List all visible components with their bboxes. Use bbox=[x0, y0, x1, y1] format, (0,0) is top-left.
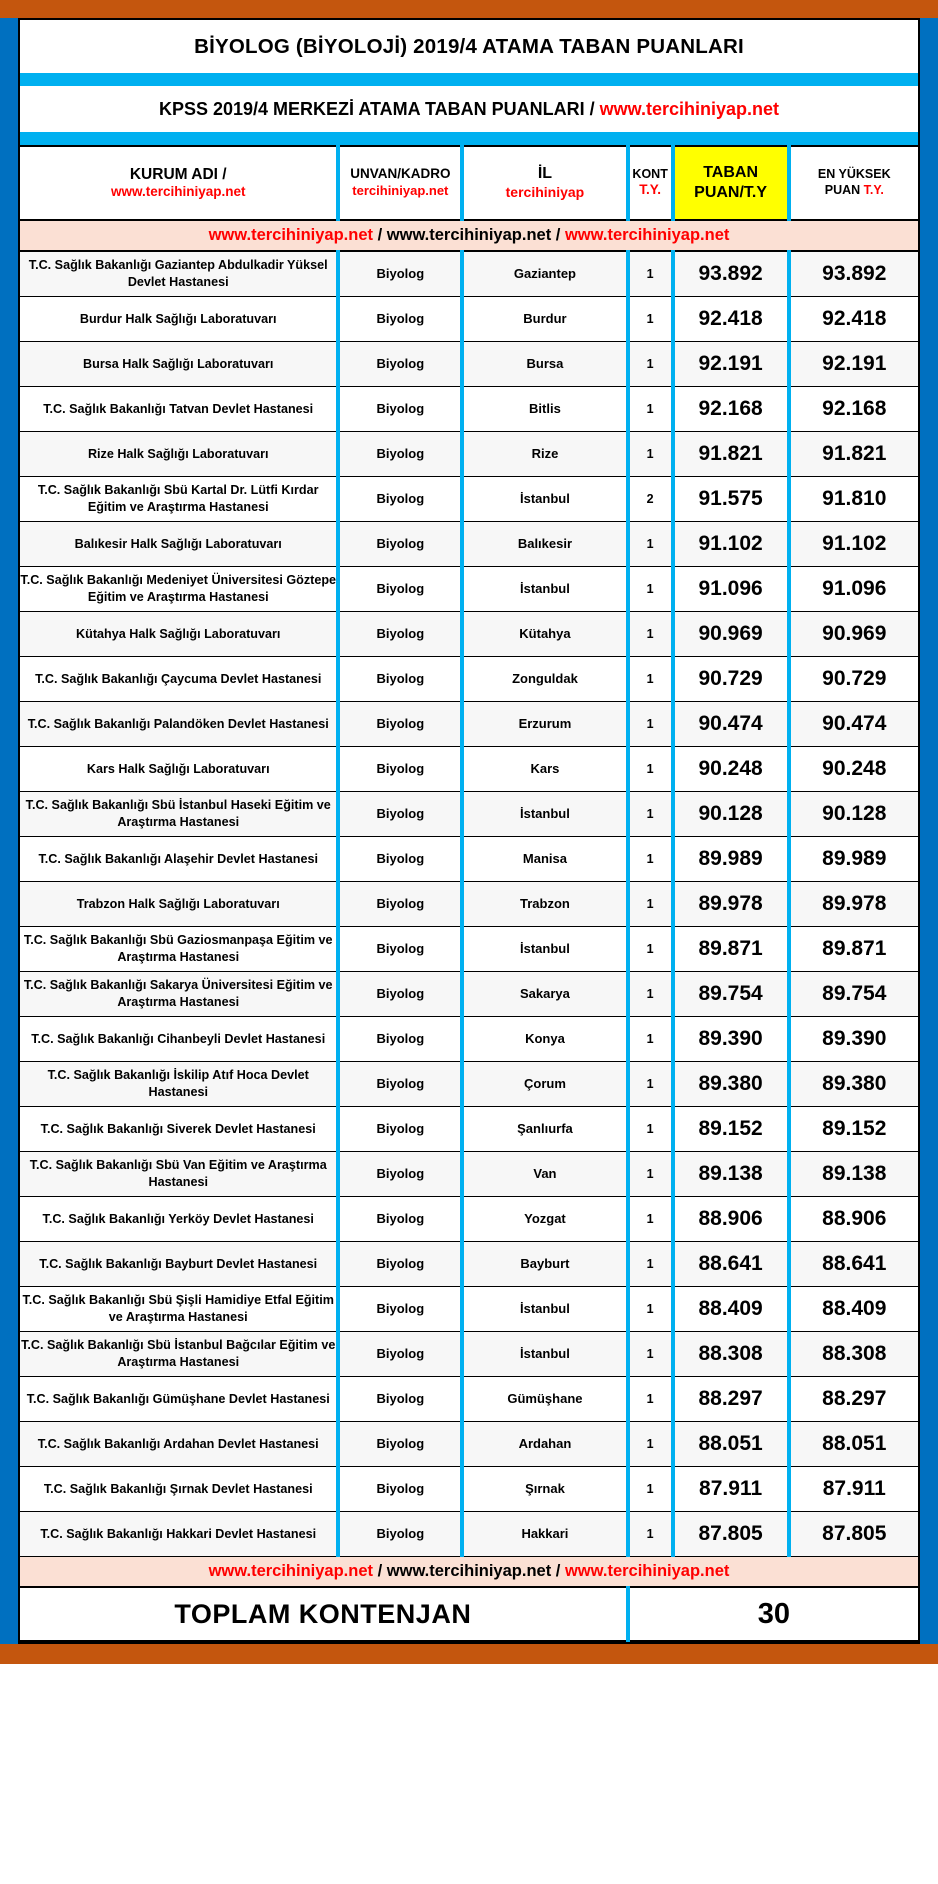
cell-taban-puan: 88.641 bbox=[673, 1242, 789, 1287]
cell-il: Van bbox=[462, 1152, 627, 1197]
cell-en-yuksek-puan: 89.390 bbox=[789, 1017, 918, 1062]
column-header-unvan bbox=[338, 146, 462, 220]
watermark-bottom-part2: www.tercihiniyap.net bbox=[386, 1562, 552, 1580]
content-card bbox=[18, 18, 920, 1644]
cell-kontenjan: 1 bbox=[628, 522, 673, 567]
table-row bbox=[20, 387, 918, 432]
cell-kontenjan: 1 bbox=[628, 1512, 673, 1557]
cell-unvan-kadro: Biyolog bbox=[338, 972, 462, 1017]
column-header-taban-puan bbox=[673, 146, 789, 220]
cell-il: Bayburt bbox=[462, 1242, 627, 1287]
taban-header-line1: TABAN bbox=[703, 164, 758, 181]
cell-en-yuksek-puan: 89.754 bbox=[789, 972, 918, 1017]
cell-kontenjan: 1 bbox=[628, 612, 673, 657]
table-row bbox=[20, 1332, 918, 1377]
cell-kontenjan: 1 bbox=[628, 1287, 673, 1332]
table-row bbox=[20, 972, 918, 1017]
cell-en-yuksek-puan: 90.128 bbox=[789, 792, 918, 837]
cell-kontenjan: 1 bbox=[628, 1332, 673, 1377]
cell-unvan-kadro: Biyolog bbox=[338, 1332, 462, 1377]
cell-en-yuksek-puan: 87.805 bbox=[789, 1512, 918, 1557]
cell-kontenjan: 1 bbox=[628, 432, 673, 477]
cell-kontenjan: 1 bbox=[628, 927, 673, 972]
cell-unvan-kadro: Biyolog bbox=[338, 342, 462, 387]
cell-taban-puan: 87.805 bbox=[673, 1512, 789, 1557]
total-row bbox=[20, 1587, 918, 1641]
cell-en-yuksek-puan: 88.409 bbox=[789, 1287, 918, 1332]
cell-il: Bursa bbox=[462, 342, 627, 387]
cell-en-yuksek-puan: 88.051 bbox=[789, 1422, 918, 1467]
cell-kurum-adi: T.C. Sağlık Bakanlığı Gümüşhane Devlet Hastanesi bbox=[20, 1377, 338, 1422]
table-row bbox=[20, 1422, 918, 1467]
cell-en-yuksek-puan: 89.978 bbox=[789, 882, 918, 927]
cell-kurum-adi: T.C. Sağlık Bakanlığı Hakkari Devlet Hastanesi bbox=[20, 1512, 338, 1557]
cell-unvan-kadro: Biyolog bbox=[338, 1197, 462, 1242]
cell-kontenjan: 1 bbox=[628, 1422, 673, 1467]
cell-en-yuksek-puan: 93.892 bbox=[789, 251, 918, 297]
table-row bbox=[20, 612, 918, 657]
watermark-bottom-part1: www.tercihiniyap.net bbox=[208, 1562, 374, 1580]
cell-en-yuksek-puan: 88.308 bbox=[789, 1332, 918, 1377]
cell-kurum-adi: T.C. Sağlık Bakanlığı Yerköy Devlet Hastanesi bbox=[20, 1197, 338, 1242]
cell-kurum-adi: Trabzon Halk Sağlığı Laboratuvarı bbox=[20, 882, 338, 927]
cell-il: Kütahya bbox=[462, 612, 627, 657]
cell-unvan-kadro: Biyolog bbox=[338, 251, 462, 297]
watermark-top-part2: www.tercihiniyap.net bbox=[386, 226, 552, 244]
cell-kurum-adi: Balıkesir Halk Sağlığı Laboratuvarı bbox=[20, 522, 338, 567]
cell-il: Erzurum bbox=[462, 702, 627, 747]
cell-taban-puan: 91.575 bbox=[673, 477, 789, 522]
cell-il: Trabzon bbox=[462, 882, 627, 927]
enyuksek-header-line2-red: T.Y. bbox=[863, 183, 884, 197]
cell-kurum-adi: T.C. Sağlık Bakanlığı Sbü İstanbul Haseki Eğitim ve Araştırma Hastanesi bbox=[20, 792, 338, 837]
cell-unvan-kadro: Biyolog bbox=[338, 387, 462, 432]
table-row bbox=[20, 1377, 918, 1422]
table-row bbox=[20, 1242, 918, 1287]
table-row bbox=[20, 882, 918, 927]
table-row bbox=[20, 477, 918, 522]
cell-kontenjan: 1 bbox=[628, 702, 673, 747]
cell-kurum-adi: T.C. Sağlık Bakanlığı Sbü İstanbul Bağcılar Eğitim ve Araştırma Hastanesi bbox=[20, 1332, 338, 1377]
cell-il: Balıkesir bbox=[462, 522, 627, 567]
cell-unvan-kadro: Biyolog bbox=[338, 927, 462, 972]
cell-taban-puan: 89.380 bbox=[673, 1062, 789, 1107]
watermark-top-part3: www.tercihiniyap.net bbox=[564, 226, 730, 244]
cell-en-yuksek-puan: 89.152 bbox=[789, 1107, 918, 1152]
cell-unvan-kadro: Biyolog bbox=[338, 792, 462, 837]
cell-kontenjan: 1 bbox=[628, 747, 673, 792]
cell-kontenjan: 1 bbox=[628, 387, 673, 432]
cell-kontenjan: 1 bbox=[628, 657, 673, 702]
cell-unvan-kadro: Biyolog bbox=[338, 657, 462, 702]
cell-unvan-kadro: Biyolog bbox=[338, 567, 462, 612]
kont-header-line2: T.Y. bbox=[639, 182, 662, 198]
cell-unvan-kadro: Biyolog bbox=[338, 432, 462, 477]
table-row bbox=[20, 1197, 918, 1242]
table-row bbox=[20, 927, 918, 972]
kont-header-line1: KONT bbox=[632, 166, 668, 181]
subtitle-link: www.tercihiniyap.net bbox=[599, 99, 780, 119]
cell-kurum-adi: T.C. Sağlık Bakanlığı Sbü Van Eğitim ve Araştırma Hastanesi bbox=[20, 1152, 338, 1197]
cell-kontenjan: 1 bbox=[628, 1197, 673, 1242]
cell-il: Bitlis bbox=[462, 387, 627, 432]
watermark-banner-top bbox=[20, 220, 918, 251]
cell-il: Yozgat bbox=[462, 1197, 627, 1242]
cell-en-yuksek-puan: 88.297 bbox=[789, 1377, 918, 1422]
cell-taban-puan: 89.138 bbox=[673, 1152, 789, 1197]
cell-kurum-adi: T.C. Sağlık Bakanlığı Cihanbeyli Devlet Hastanesi bbox=[20, 1017, 338, 1062]
table-row bbox=[20, 522, 918, 567]
cell-kurum-adi: T.C. Sağlık Bakanlığı Bayburt Devlet Hastanesi bbox=[20, 1242, 338, 1287]
cell-kurum-adi: Kars Halk Sağlığı Laboratuvarı bbox=[20, 747, 338, 792]
cell-taban-puan: 88.297 bbox=[673, 1377, 789, 1422]
cell-taban-puan: 91.102 bbox=[673, 522, 789, 567]
cell-unvan-kadro: Biyolog bbox=[338, 297, 462, 342]
table-row bbox=[20, 1287, 918, 1332]
column-header-kontenjan bbox=[628, 146, 673, 220]
cell-kurum-adi: T.C. Sağlık Bakanlığı Çaycuma Devlet Hastanesi bbox=[20, 657, 338, 702]
cell-il: İstanbul bbox=[462, 1332, 627, 1377]
cell-il: İstanbul bbox=[462, 792, 627, 837]
cell-taban-puan: 89.390 bbox=[673, 1017, 789, 1062]
table-row bbox=[20, 1152, 918, 1197]
cell-kontenjan: 1 bbox=[628, 792, 673, 837]
table-header-row bbox=[20, 146, 918, 220]
cell-taban-puan: 88.906 bbox=[673, 1197, 789, 1242]
cell-en-yuksek-puan: 90.969 bbox=[789, 612, 918, 657]
cell-kurum-adi: T.C. Sağlık Bakanlığı Tatvan Devlet Hastanesi bbox=[20, 387, 338, 432]
cell-kontenjan: 1 bbox=[628, 1242, 673, 1287]
table-row bbox=[20, 567, 918, 612]
cell-en-yuksek-puan: 91.810 bbox=[789, 477, 918, 522]
cell-unvan-kadro: Biyolog bbox=[338, 477, 462, 522]
cell-unvan-kadro: Biyolog bbox=[338, 882, 462, 927]
cell-il: İstanbul bbox=[462, 927, 627, 972]
cell-kurum-adi: T.C. Sağlık Bakanlığı Palandöken Devlet Hastanesi bbox=[20, 702, 338, 747]
cell-kurum-adi: Burdur Halk Sağlığı Laboratuvarı bbox=[20, 297, 338, 342]
cell-unvan-kadro: Biyolog bbox=[338, 747, 462, 792]
cell-unvan-kadro: Biyolog bbox=[338, 702, 462, 747]
cell-kontenjan: 1 bbox=[628, 567, 673, 612]
il-header-line2: tercihiniyap bbox=[505, 184, 585, 201]
cell-kontenjan: 1 bbox=[628, 837, 673, 882]
table-row bbox=[20, 297, 918, 342]
cell-il: Gümüşhane bbox=[462, 1377, 627, 1422]
cell-en-yuksek-puan: 92.191 bbox=[789, 342, 918, 387]
cell-taban-puan: 88.409 bbox=[673, 1287, 789, 1332]
cell-en-yuksek-puan: 92.168 bbox=[789, 387, 918, 432]
cell-kurum-adi: Bursa Halk Sağlığı Laboratuvarı bbox=[20, 342, 338, 387]
cell-kurum-adi: T.C. Sağlık Bakanlığı Şırnak Devlet Hastanesi bbox=[20, 1467, 338, 1512]
cell-en-yuksek-puan: 90.729 bbox=[789, 657, 918, 702]
cell-taban-puan: 92.168 bbox=[673, 387, 789, 432]
cell-kontenjan: 1 bbox=[628, 972, 673, 1017]
cell-kontenjan: 1 bbox=[628, 1377, 673, 1422]
cell-kontenjan: 1 bbox=[628, 1152, 673, 1197]
cell-en-yuksek-puan: 89.138 bbox=[789, 1152, 918, 1197]
cell-taban-puan: 92.191 bbox=[673, 342, 789, 387]
cell-taban-puan: 93.892 bbox=[673, 251, 789, 297]
enyuksek-header-line2 bbox=[791, 183, 918, 199]
cell-en-yuksek-puan: 91.096 bbox=[789, 567, 918, 612]
cell-en-yuksek-puan: 88.906 bbox=[789, 1197, 918, 1242]
cell-il: Sakarya bbox=[462, 972, 627, 1017]
cell-kurum-adi: Kütahya Halk Sağlığı Laboratuvarı bbox=[20, 612, 338, 657]
cell-kontenjan: 1 bbox=[628, 297, 673, 342]
cell-unvan-kadro: Biyolog bbox=[338, 1017, 462, 1062]
cell-kontenjan: 2 bbox=[628, 477, 673, 522]
cell-en-yuksek-puan: 90.248 bbox=[789, 747, 918, 792]
cell-taban-puan: 92.418 bbox=[673, 297, 789, 342]
cell-unvan-kadro: Biyolog bbox=[338, 837, 462, 882]
cell-taban-puan: 90.128 bbox=[673, 792, 789, 837]
cell-kurum-adi: T.C. Sağlık Bakanlığı Sbü Şişli Hamidiye Etfal Eğitim ve Araştırma Hastanesi bbox=[20, 1287, 338, 1332]
cell-unvan-kadro: Biyolog bbox=[338, 1512, 462, 1557]
cell-taban-puan: 91.096 bbox=[673, 567, 789, 612]
cell-taban-puan: 88.051 bbox=[673, 1422, 789, 1467]
cell-il: Rize bbox=[462, 432, 627, 477]
watermark-top-sep1: / bbox=[373, 226, 387, 244]
cell-il: Burdur bbox=[462, 297, 627, 342]
cell-kontenjan: 1 bbox=[628, 1017, 673, 1062]
enyuksek-header-line1: EN YÜKSEK bbox=[817, 167, 891, 182]
cell-il: Çorum bbox=[462, 1062, 627, 1107]
cyan-divider-bottom bbox=[20, 132, 918, 145]
blue-frame bbox=[0, 18, 938, 1644]
subtitle bbox=[20, 86, 918, 132]
enyuksek-header-line2-black: PUAN bbox=[824, 183, 861, 197]
watermark-bottom-sep1: / bbox=[373, 1562, 387, 1580]
bottom-orange-bar bbox=[0, 1644, 938, 1664]
cell-kurum-adi: T.C. Sağlık Bakanlığı Medeniyet Üniversitesi Göztepe Eğitim ve Araştırma Hastanesi bbox=[20, 567, 338, 612]
kurum-header-line2: www.tercihiniyap.net bbox=[110, 184, 246, 200]
cell-kontenjan: 1 bbox=[628, 882, 673, 927]
watermark-top-part1: www.tercihiniyap.net bbox=[208, 226, 374, 244]
cell-il: Konya bbox=[462, 1017, 627, 1062]
cell-taban-puan: 89.978 bbox=[673, 882, 789, 927]
cell-unvan-kadro: Biyolog bbox=[338, 1242, 462, 1287]
cell-kurum-adi: Rize Halk Sağlığı Laboratuvarı bbox=[20, 432, 338, 477]
cell-taban-puan: 87.911 bbox=[673, 1467, 789, 1512]
cell-unvan-kadro: Biyolog bbox=[338, 1377, 462, 1422]
table-body bbox=[20, 251, 918, 1557]
cell-il: Zonguldak bbox=[462, 657, 627, 702]
kurum-header-line1: KURUM ADI / bbox=[129, 165, 227, 183]
cell-il: İstanbul bbox=[462, 477, 627, 522]
table-row bbox=[20, 1512, 918, 1557]
cell-en-yuksek-puan: 91.821 bbox=[789, 432, 918, 477]
table-row bbox=[20, 432, 918, 477]
cell-kontenjan: 1 bbox=[628, 1062, 673, 1107]
column-header-kurum bbox=[20, 146, 338, 220]
unvan-header-line2: tercihiniyap.net bbox=[352, 183, 449, 199]
scores-table bbox=[20, 145, 918, 1642]
cell-en-yuksek-puan: 90.474 bbox=[789, 702, 918, 747]
cell-kurum-adi: T.C. Sağlık Bakanlığı Sbü Gaziosmanpaşa Eğitim ve Araştırma Hastanesi bbox=[20, 927, 338, 972]
cell-en-yuksek-puan: 89.989 bbox=[789, 837, 918, 882]
cell-taban-puan: 89.152 bbox=[673, 1107, 789, 1152]
cell-unvan-kadro: Biyolog bbox=[338, 1287, 462, 1332]
cell-en-yuksek-puan: 89.380 bbox=[789, 1062, 918, 1107]
cell-unvan-kadro: Biyolog bbox=[338, 1422, 462, 1467]
cell-kurum-adi: T.C. Sağlık Bakanlığı Siverek Devlet Hastanesi bbox=[20, 1107, 338, 1152]
cell-unvan-kadro: Biyolog bbox=[338, 1107, 462, 1152]
cell-unvan-kadro: Biyolog bbox=[338, 1152, 462, 1197]
cell-kurum-adi: T.C. Sağlık Bakanlığı Sbü Kartal Dr. Lütfi Kırdar Eğitim ve Araştırma Hastanesi bbox=[20, 477, 338, 522]
table-row bbox=[20, 837, 918, 882]
column-header-en-yuksek-puan bbox=[789, 146, 918, 220]
watermark-top-sep2: / bbox=[551, 226, 565, 244]
taban-header-line2: PUAN/T.Y bbox=[694, 184, 768, 201]
cell-il: Hakkari bbox=[462, 1512, 627, 1557]
cell-taban-puan: 90.248 bbox=[673, 747, 789, 792]
cell-taban-puan: 88.308 bbox=[673, 1332, 789, 1377]
cell-il: Ardahan bbox=[462, 1422, 627, 1467]
total-label: TOPLAM KONTENJAN bbox=[20, 1587, 628, 1641]
cell-en-yuksek-puan: 89.871 bbox=[789, 927, 918, 972]
table-row bbox=[20, 1017, 918, 1062]
table-row bbox=[20, 1107, 918, 1152]
subtitle-text: KPSS 2019/4 MERKEZİ ATAMA TABAN PUANLARI / bbox=[158, 99, 600, 119]
cell-kontenjan: 1 bbox=[628, 342, 673, 387]
cell-unvan-kadro: Biyolog bbox=[338, 1467, 462, 1512]
table-row bbox=[20, 702, 918, 747]
top-orange-bar bbox=[0, 0, 938, 18]
il-header-line1: İL bbox=[537, 165, 553, 183]
cell-il: Şanlıurfa bbox=[462, 1107, 627, 1152]
watermark-bottom-part3: www.tercihiniyap.net bbox=[564, 1562, 730, 1580]
cell-il: İstanbul bbox=[462, 1287, 627, 1332]
cell-taban-puan: 90.969 bbox=[673, 612, 789, 657]
cell-kontenjan: 1 bbox=[628, 251, 673, 297]
cell-il: Manisa bbox=[462, 837, 627, 882]
cell-taban-puan: 89.754 bbox=[673, 972, 789, 1017]
unvan-header-line1: UNVAN/KADRO bbox=[350, 166, 451, 182]
cell-taban-puan: 89.871 bbox=[673, 927, 789, 972]
cyan-divider-top bbox=[20, 73, 918, 86]
table-row bbox=[20, 342, 918, 387]
cell-kurum-adi: T.C. Sağlık Bakanlığı İskilip Atıf Hoca Devlet Hastanesi bbox=[20, 1062, 338, 1107]
cell-en-yuksek-puan: 92.418 bbox=[789, 297, 918, 342]
column-header-il bbox=[462, 146, 627, 220]
cell-kurum-adi: T.C. Sağlık Bakanlığı Ardahan Devlet Hastanesi bbox=[20, 1422, 338, 1467]
cell-kurum-adi: T.C. Sağlık Bakanlığı Gaziantep Abdulkadir Yüksel Devlet Hastanesi bbox=[20, 251, 338, 297]
table-row bbox=[20, 657, 918, 702]
table-row bbox=[20, 1062, 918, 1107]
cell-taban-puan: 91.821 bbox=[673, 432, 789, 477]
table-row bbox=[20, 251, 918, 297]
cell-kurum-adi: T.C. Sağlık Bakanlığı Sakarya Üniversitesi Eğitim ve Araştırma Hastanesi bbox=[20, 972, 338, 1017]
table-row bbox=[20, 1467, 918, 1512]
table-row bbox=[20, 792, 918, 837]
cell-il: İstanbul bbox=[462, 567, 627, 612]
cell-kontenjan: 1 bbox=[628, 1467, 673, 1512]
cell-en-yuksek-puan: 88.641 bbox=[789, 1242, 918, 1287]
cell-unvan-kadro: Biyolog bbox=[338, 522, 462, 567]
watermark-bottom-sep2: / bbox=[551, 1562, 565, 1580]
cell-il: Gaziantep bbox=[462, 251, 627, 297]
cell-en-yuksek-puan: 87.911 bbox=[789, 1467, 918, 1512]
cell-il: Şırnak bbox=[462, 1467, 627, 1512]
cell-taban-puan: 89.989 bbox=[673, 837, 789, 882]
cell-unvan-kadro: Biyolog bbox=[338, 612, 462, 657]
cell-kontenjan: 1 bbox=[628, 1107, 673, 1152]
cell-en-yuksek-puan: 91.102 bbox=[789, 522, 918, 567]
cell-il: Kars bbox=[462, 747, 627, 792]
page-title: BİYOLOG (BİYOLOJİ) 2019/4 ATAMA TABAN PUANLARI bbox=[194, 35, 744, 58]
cell-unvan-kadro: Biyolog bbox=[338, 1062, 462, 1107]
watermark-banner-bottom-cell bbox=[20, 1557, 918, 1588]
cell-taban-puan: 90.729 bbox=[673, 657, 789, 702]
watermark-banner-top-cell bbox=[20, 220, 918, 251]
table-row bbox=[20, 747, 918, 792]
watermark-banner-bottom bbox=[20, 1557, 918, 1588]
total-value: 30 bbox=[628, 1587, 918, 1641]
cell-taban-puan: 90.474 bbox=[673, 702, 789, 747]
cell-kurum-adi: T.C. Sağlık Bakanlığı Alaşehir Devlet Hastanesi bbox=[20, 837, 338, 882]
